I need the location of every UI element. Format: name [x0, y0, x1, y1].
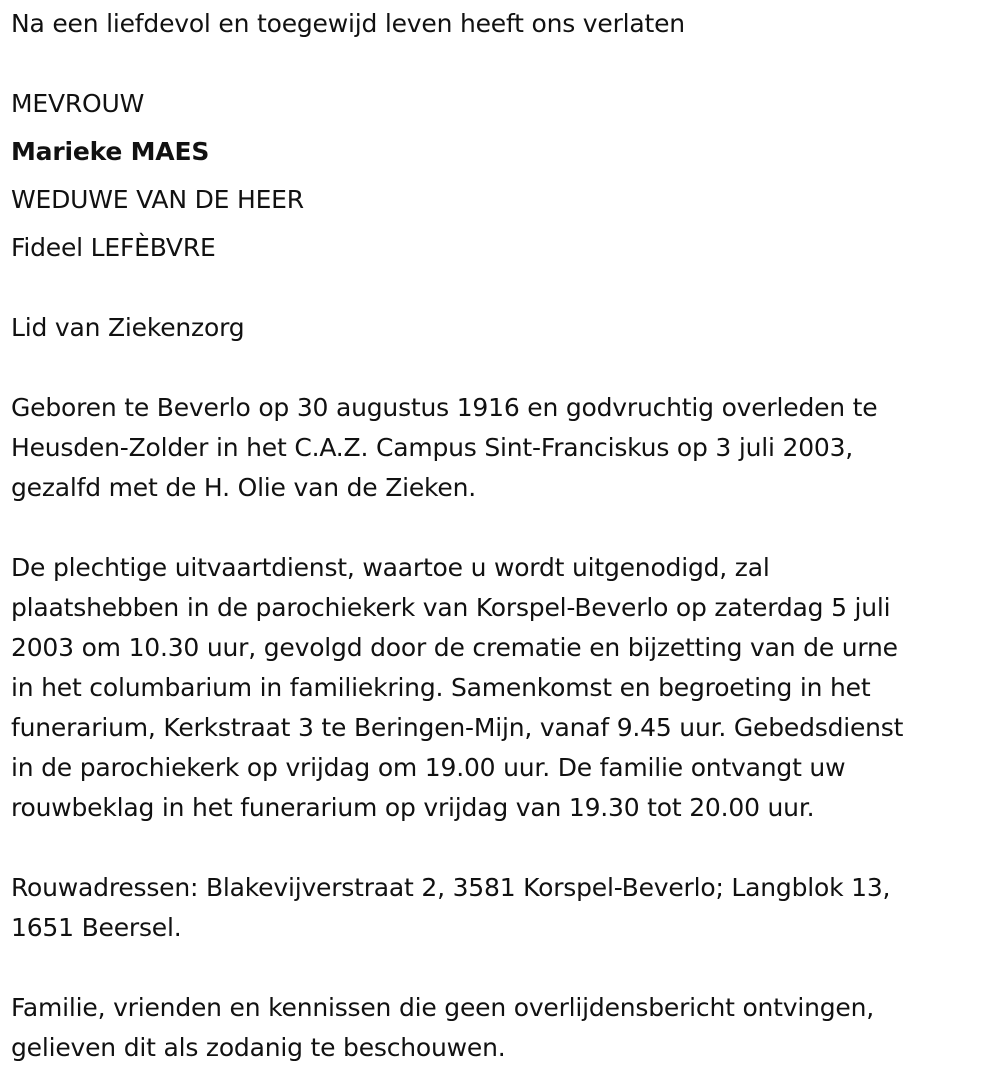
obituary-notice	[11, 4, 986, 1068]
title-prefix: MEVROUW	[11, 89, 145, 118]
paragraph-line: plaatshebben in de parochiekerk van Korspel-Beverlo op zaterdag 5 juli	[11, 593, 891, 622]
paragraph-line: Heusden-Zolder in het C.A.Z. Campus Sint-Franciskus op 3 juli 2003,	[11, 433, 854, 462]
paragraph-line: funerarium, Kerkstraat 3 te Beringen-Mijn, vanaf 9.45 uur. Gebedsdienst	[11, 713, 904, 742]
addresses-paragraph	[11, 868, 986, 948]
paragraph-line: Rouwadressen: Blakevijverstraat 2, 3581 Korspel-Beverlo; Langblok 13,	[11, 873, 891, 902]
paragraph-line: 2003 om 10.30 uur, gevolgd door de crematie en bijzetting van de urne	[11, 633, 898, 662]
paragraph-line: Geboren te Beverlo op 30 augustus 1916 en godvruchtig overleden te	[11, 393, 878, 422]
paragraph-line: Familie, vrienden en kennissen die geen overlijdensbericht ontvingen,	[11, 993, 875, 1022]
birth-death-paragraph	[11, 388, 986, 508]
paragraph-line: in het columbarium in familiekring. Samenkomst en begroeting in het	[11, 673, 871, 702]
deceased-name: Marieke MAES	[11, 137, 210, 166]
funeral-paragraph	[11, 548, 986, 828]
paragraph-line: in de parochiekerk op vrijdag om 19.00 uur. De familie ontvangt uw	[11, 753, 846, 782]
membership-line: Lid van Ziekenzorg	[11, 313, 245, 342]
intro-line: Na een liefdevol en toegewijd leven heeft ons verlaten	[11, 9, 685, 38]
closing-paragraph	[11, 988, 986, 1068]
paragraph-line: gezalfd met de H. Olie van de Zieken.	[11, 473, 476, 502]
paragraph-line: rouwbeklag in het funerarium op vrijdag van 19.30 tot 20.00 uur.	[11, 793, 815, 822]
spouse-name: Fideel LEFÈBVRE	[11, 233, 216, 262]
relation-line: WEDUWE VAN DE HEER	[11, 185, 304, 214]
paragraph-line: gelieven dit als zodanig te beschouwen.	[11, 1033, 506, 1062]
paragraph-line: 1651 Beersel.	[11, 913, 182, 942]
paragraph-line: De plechtige uitvaartdienst, waartoe u wordt uitgenodigd, zal	[11, 553, 770, 582]
